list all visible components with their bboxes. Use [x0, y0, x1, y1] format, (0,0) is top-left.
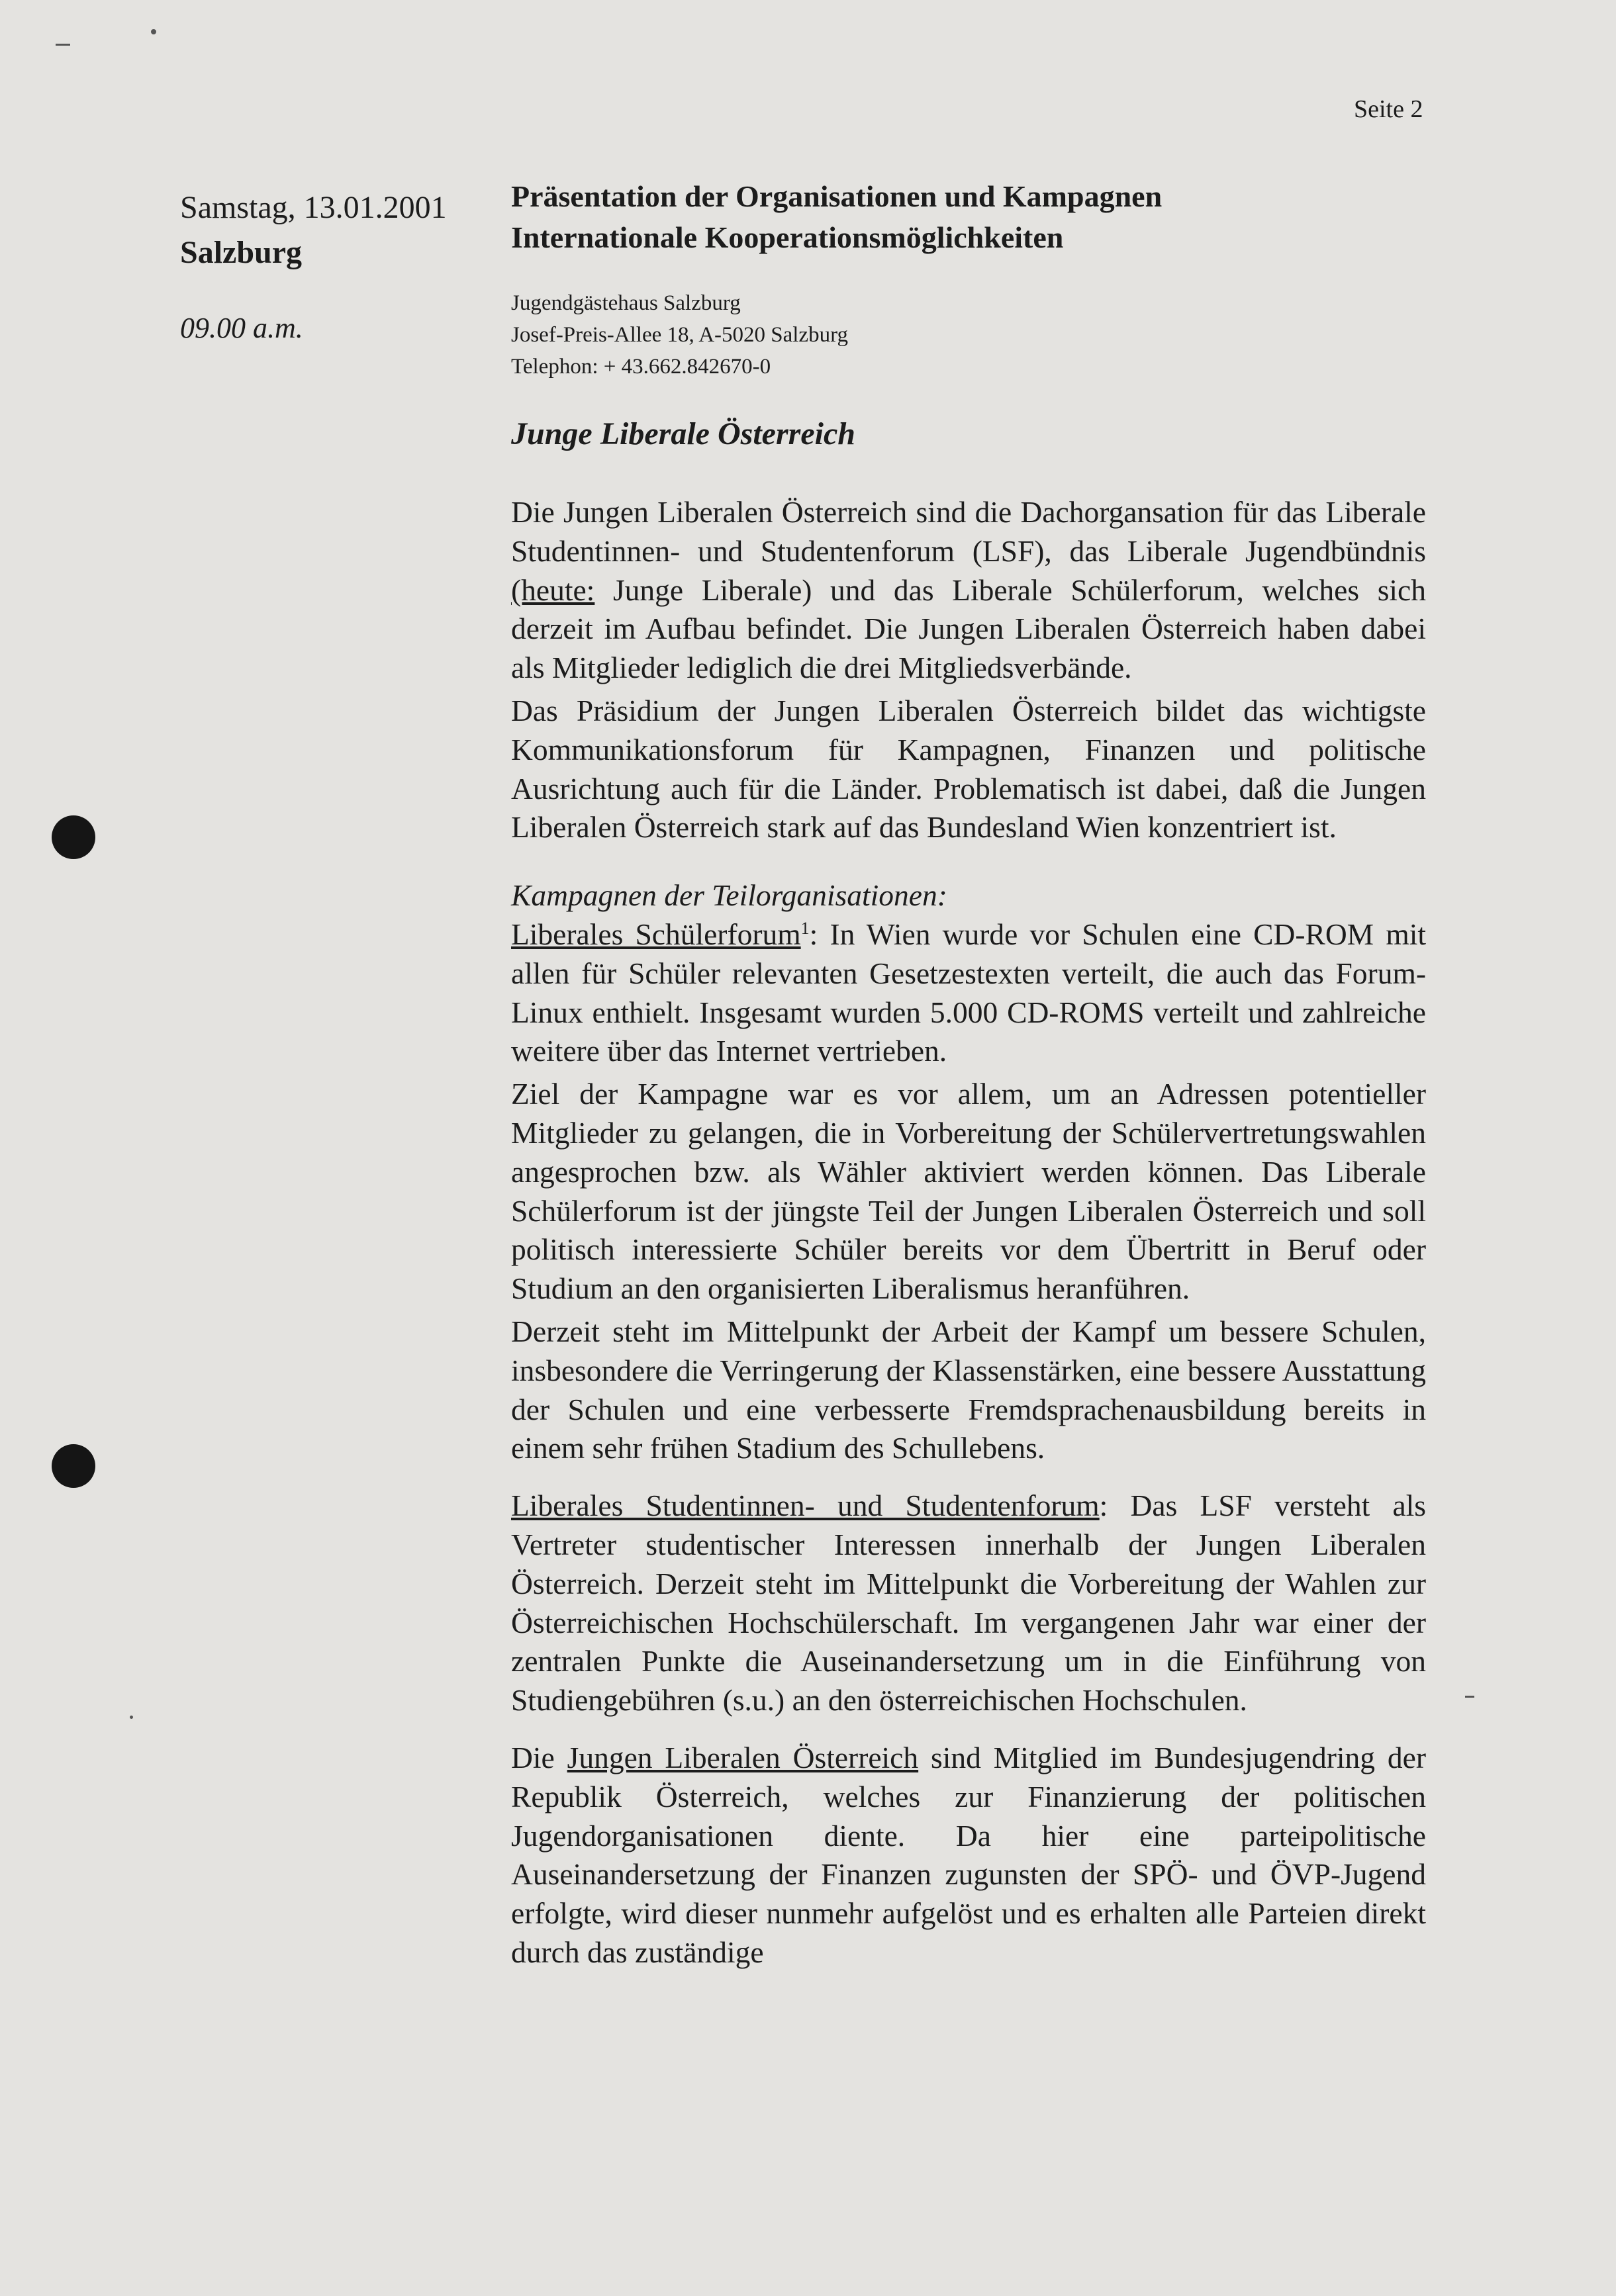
punch-hole-lower	[52, 1444, 95, 1488]
punch-hole-upper	[52, 815, 95, 859]
venue-address: Josef-Preis-Allee 18, A-5020 Salzburg	[511, 323, 848, 347]
event-time: 09.00 a.m.	[180, 312, 303, 344]
scan-speck	[56, 44, 70, 46]
scan-speck	[1465, 1696, 1474, 1698]
paragraph-ziel: Ziel der Kampagne war es vor allem, um an Adressen potentieller Mitglieder zu gelangen, die in Vorbereitung der Schülervertretungswahlen angesprochen bzw. als Wähler aktiviert werden können. Das Liberale Schülerforum ist der jüngste Teil der Jungen Liberalen Österreich und soll politisch interessierte Schüler bereits vor dem Übertritt in Beruf oder Studium an den organisierten Liberalismus heranführen.	[511, 1077, 1426, 1306]
paragraph-bundesjugendring	[511, 1739, 1426, 1972]
venue-phone: Telephon: + 43.662.842670-0	[511, 355, 771, 379]
event-title-line1: Präsentation der Organisationen und Kampagnen	[511, 179, 1163, 213]
scan-speck	[130, 1716, 133, 1719]
paragraph-lsf	[511, 1487, 1426, 1720]
paragraph-praesidium: Das Präsidium der Jungen Liberalen Österreich bildet das wichtigste Kommunikationsforum für Kampagnen, Finanzen und politische Ausrichtung auch für die Länder. Problematisch ist dabei, daß die Jungen Liberalen Österreich stark auf das Bundesland Wien konzentriert ist.	[511, 693, 1426, 845]
section-title: Junge Liberale Österreich	[511, 416, 855, 451]
intro-heute: (heute:	[511, 573, 595, 607]
page-number: Seite 2	[1354, 95, 1423, 123]
paragraph-derzeit: Derzeit steht im Mittelpunkt der Arbeit der Kampf um bessere Schulen, insbesondere die Verringerung der Klassenstärken, eine bessere Ausstattung der Schulen und eine verbesserte Fremdsprachenausbildung bereits in einem sehr frühen Stadium des Schullebens.	[511, 1314, 1426, 1465]
event-meta	[180, 185, 491, 345]
event-date: Samstag, 13.01.2001	[180, 190, 447, 225]
event-city: Salzburg	[180, 235, 303, 270]
event-title	[511, 176, 1426, 258]
schuelerforum-text: : In Wien wurde vor Schulen eine CD-ROM mit allen für Schüler relevanten Gesetzestexten verteilt, die auch das Forum-Linux enthielt. Insgesamt wurden 5.000 CD-ROMS verteilt und zahlreiche weitere über das Internet vertrieben.	[511, 917, 1426, 1068]
intro-text-a: Die Jungen Liberalen Österreich sind die Dachorgansation für das Liberale Studentinnen- und Studentenforum (LSF), das Liberale Jugendbündnis	[511, 495, 1426, 568]
footnote-marker: 1	[800, 918, 810, 938]
lsf-label: Liberales Studentinnen- und Studentenforum	[511, 1489, 1100, 1523]
bundesjugendring-prefix: Die	[511, 1740, 567, 1774]
scan-speck	[151, 29, 156, 34]
intro-text-b: Junge Liberale) und das Liberale Schülerforum, welches sich derzeit im Aufbau befindet. Die Jungen Liberalen Österreich haben dabei als Mitglieder lediglich die drei Mitgliedsverbände.	[511, 573, 1426, 685]
bundesjugendring-label: Jungen Liberalen Österreich	[567, 1740, 919, 1774]
schuelerforum-label: Liberales Schülerforum	[511, 917, 801, 951]
paragraph-schuelerforum	[511, 915, 1426, 1071]
bundesjugendring-text: sind Mitglied im Bundesjugendring der Republik Österreich, welches zur Finanzierung der politischen Jugendorganisationen diente. Da hier eine parteipolitische Auseinandersetzung der Finanzen zugunsten der SPÖ- und ÖVP-Jugend erfolgte, wird dieser nunmehr aufgelöst und es erhalten alle Parteien direkt durch das zuständige	[511, 1740, 1427, 1969]
campaigns-heading: Kampagnen der Teilorganisationen:	[511, 878, 947, 913]
main-content	[511, 176, 1426, 1972]
paragraph-intro	[511, 493, 1426, 688]
event-title-line2: Internationale Kooperationsmöglichkeiten	[511, 220, 1064, 254]
venue-name: Jugendgästehaus Salzburg	[511, 291, 741, 315]
venue-block	[511, 287, 1426, 383]
lsf-text: : Das LSF versteht als Vertreter studentischer Interessen innerhalb der Jungen Liberalen Österreich. Derzeit steht im Mittelpunkt die Vorbereitung der Wahlen zur Österreichischen Hochschülerschaft. Im vergangenen Jahr war einer der zentralen Punkte die Auseinandersetzung um in die Einführung von Studiengebühren (s.u.) an den österreichischen Hochschulen.	[511, 1489, 1426, 1718]
